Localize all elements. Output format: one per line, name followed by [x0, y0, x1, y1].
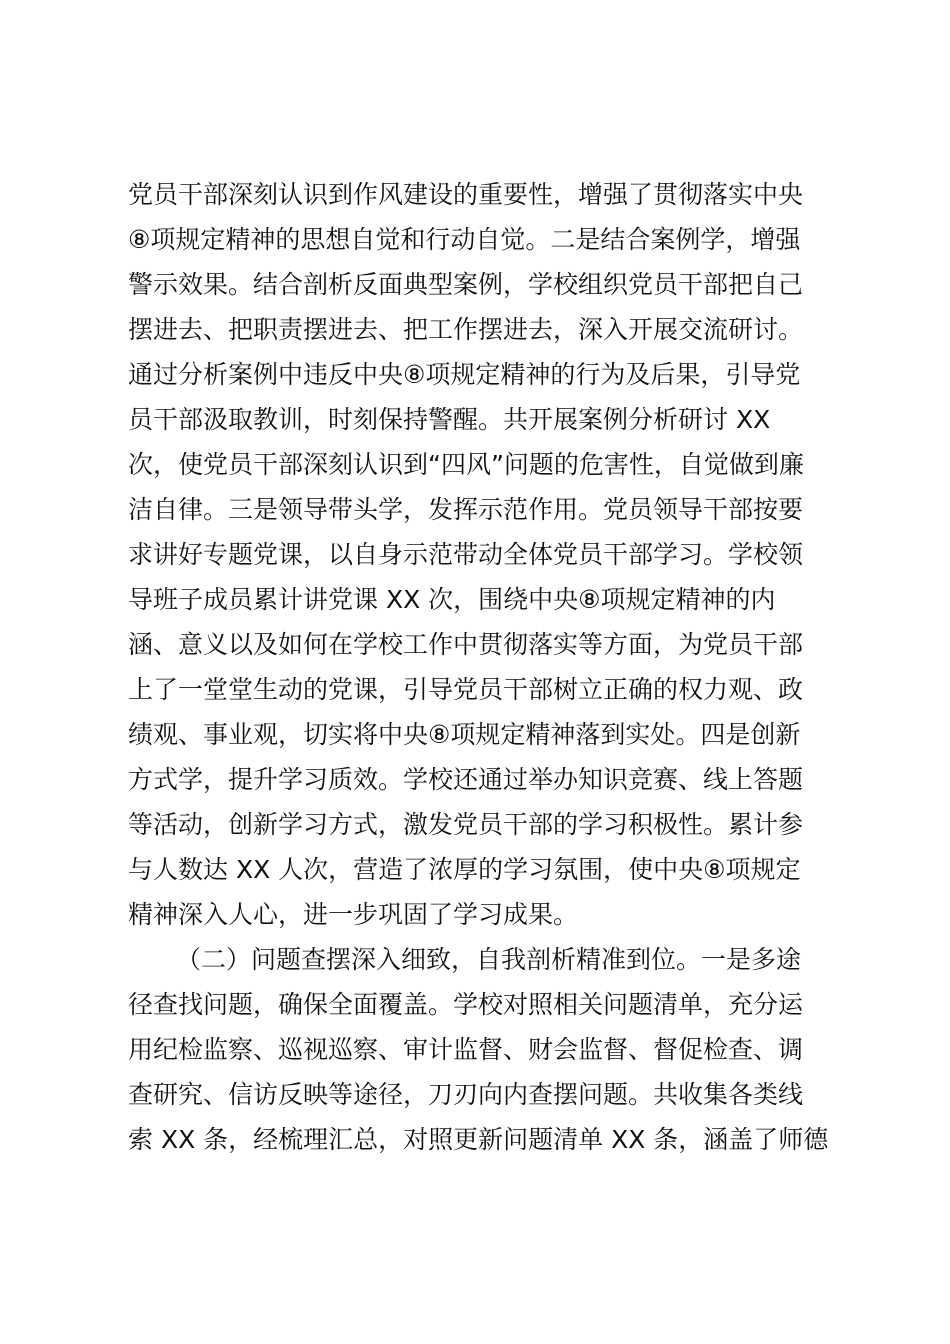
text-line: 方式学，提升学习质效。学校还通过举办知识竞赛、线上答题 — [128, 765, 804, 794]
text-line: 绩观、事业观，切实将中央⑧项规定精神落到实处。四是创新 — [128, 720, 801, 749]
text-line: 径查找问题，确保全面覆盖。学校对照相关问题清单，充分运 — [128, 990, 804, 1019]
text-line: 查研究、信访反映等途径，刀刃向内查摆问题。共收集各类线 — [128, 1080, 804, 1109]
body-text — [128, 172, 828, 1162]
text-line: 洁自律。三是领导带头学，发挥示范作用。党员领导干部按要 — [128, 495, 804, 524]
text-line: 上了一堂堂生动的党课，引导党员干部树立正确的权力观、政 — [128, 675, 804, 704]
text-line: 精神深入人心，进一步巩固了学习成果。 — [128, 900, 579, 929]
text-line: 员干部汲取教训，时刻保持警醒。共开展案例分析研讨 XX — [128, 405, 771, 434]
text-line: 次，使党员干部深刻认识到“四风”问题的危害性，自觉做到廉 — [128, 450, 804, 479]
text-line: 涵、意义以及如何在学校工作中贯彻落实等方面，为党员干部 — [128, 630, 804, 659]
text-line: 用纪检监察、巡视巡察、审计监督、财会监督、督促检查、调 — [128, 1035, 804, 1064]
text-line: 党员干部深刻认识到作风建设的重要性，增强了贯彻落实中央 — [128, 180, 804, 209]
text-line: 导班子成员累计讲党课 XX 次，围绕中央⑧项规定精神的内 — [128, 585, 776, 614]
text-line: 警示效果。结合剖析反面典型案例，学校组织党员干部把自己 — [128, 270, 804, 299]
text-line: ⑧项规定精神的思想自觉和行动自觉。二是结合案例学，增强 — [128, 225, 801, 254]
text-line: 索 XX 条，经梳理汇总，对照更新问题清单 XX 条，涵盖了师德 — [128, 1125, 829, 1154]
text-line: 等活动，创新学习方式，激发党员干部的学习积极性。累计参 — [128, 810, 804, 839]
section-heading-line: （二）问题查摆深入细致，自我剖析精准到位。一是多途 — [176, 945, 802, 974]
text-line: 求讲好专题党课，以自身示范带动全体党员干部学习。学校领 — [128, 540, 804, 569]
text-line: 通过分析案例中违反中央⑧项规定精神的行为及后果，引导党 — [128, 360, 801, 389]
text-line: 与人数达 XX 人次，营造了浓厚的学习氛围，使中央⑧项规定 — [128, 855, 801, 884]
text-line: 摆进去、把职责摆进去、把工作摆进去，深入开展交流研讨。 — [128, 315, 804, 344]
